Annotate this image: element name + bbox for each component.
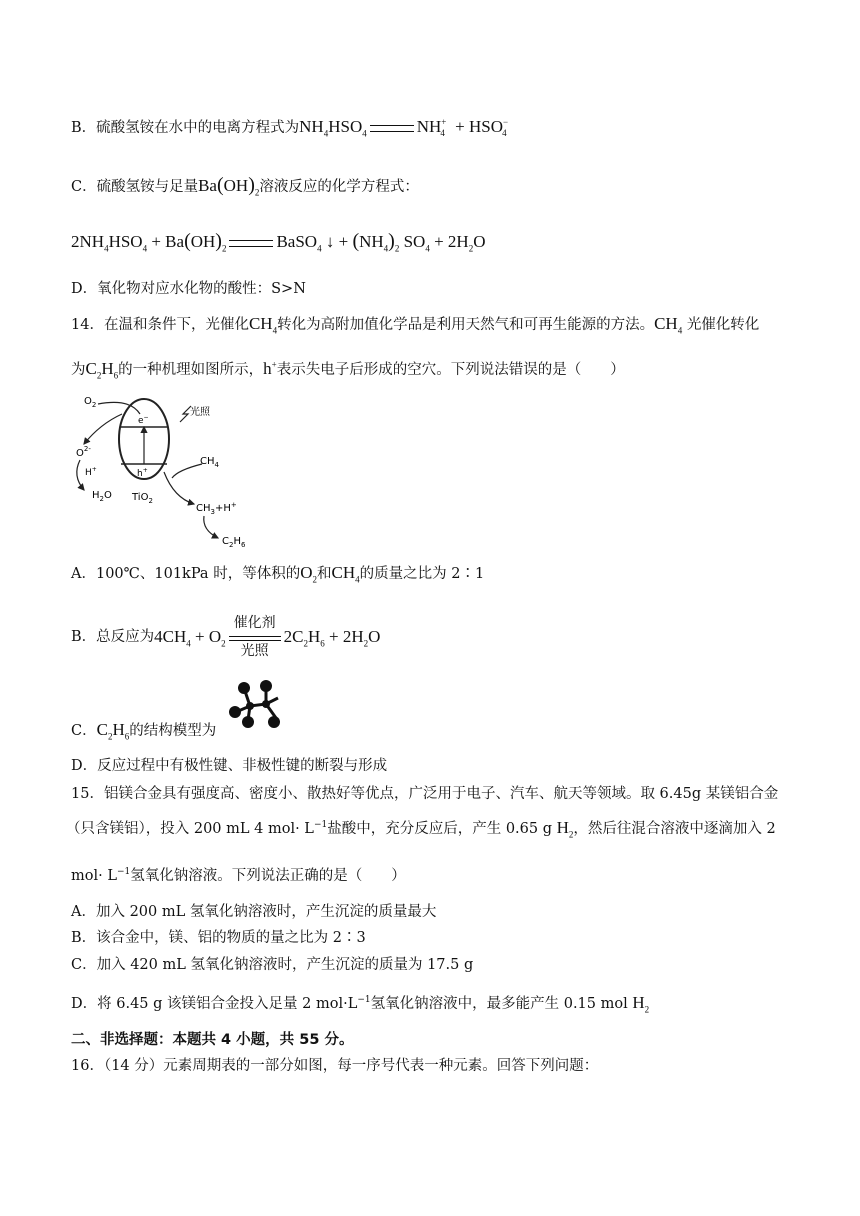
section-heading: 二、非选择题：本题共 4 小题，共 55 分。 [71, 1032, 354, 1048]
ethane-label: $C_2H_6$ [222, 536, 246, 549]
q14-option-c: C．$C_2H_6$的结构模型为 [71, 720, 217, 742]
q14-stem-line2: 为$C_2H_6$的一种机理如图所示，h+表示失电子后形成的空穴。下列说法错误的是（ ） [71, 359, 625, 381]
q16-stem: 16．（14 分）元素周期表的一部分如图，每一序号代表一种元素。回答下列问题： [71, 1058, 599, 1074]
catalyst-arrow: 催化剂 光照 [229, 617, 281, 657]
methane-label: $CH_4$ [200, 456, 219, 469]
q15-stem-line2: （只含镁铝），投入 200 mL 4 $mol\cdot L^{-1}$盐酸中，充分反应后，产生 0.65 g $H_2$，然后往混合溶液中逐滴加入 2 [66, 818, 776, 840]
tio2-label: TiO$_2$ [132, 492, 153, 505]
q14-stem-line1: 14．在温和条件下，光催化$CH_4$转化为高附加值化学品是利用天然气和可再生能源的方法。$CH_4$ 光催化转化 [71, 314, 760, 336]
ethane-ball-stick-model [226, 678, 282, 730]
q15-option-a: A．加入 200 mL 氢氧化钠溶液时，产生沉淀的质量最大 [71, 904, 437, 920]
q15-option-b: B．该合金中，镁、铝的物质的量之比为 2∶3 [71, 930, 366, 946]
q14-option-a: A．100℃、101kPa 时，等体积的$O_2$和$CH_4$的质量之比为 2∶1 [71, 563, 485, 585]
q13-option-d: D．氧化物对应水化物的酸性：S>N [71, 281, 306, 297]
q13-option-b: B．硫酸氢铵在水中的电离方程式为$NH_4HSO_4$ $NH_{+4} + HSO_{-4}$ [71, 117, 513, 138]
light-label: 光照 [190, 407, 210, 418]
q15-option-d: D．将 6.45 g 该镁铝合金投入足量 2 $mol\cdot L^{-1}$氢氧化钠溶液中，最多能产生 0.15 mol $H_2$ [71, 993, 650, 1015]
methyl-label: $CH_3+H^+$ [196, 501, 237, 516]
hole-label: h+ [137, 467, 148, 479]
proton-label: H+ [85, 466, 97, 478]
superoxide-label: $O^{2-}$ [76, 445, 91, 459]
q14-mechanism-diagram [70, 392, 280, 550]
q14-option-b: B．总反应为$4CH_4 + O_2$ 催化剂 光照 $2C_2H_6 + 2H_2O$ [71, 615, 381, 659]
q14-option-d: D．反应过程中有极性键、非极性键的断裂与形成 [71, 758, 388, 774]
o2-label: $O_2$ [84, 396, 97, 409]
q13-option-c: C．硫酸氢铵与足量$Ba(OH)_2$溶液反应的化学方程式： [71, 174, 419, 198]
q15-stem-line1: 15．铝镁合金具有强度高、密度小、散热好等优点，广泛用于电子、汽车、航天等领域。取 6.45g 某镁铝合金 [71, 786, 779, 802]
water-label: $H_2O$ [92, 490, 112, 503]
q15-stem-line3: $mol\cdot L^{-1}$氢氧化钠溶液。下列说法正确的是（ ） [71, 867, 406, 884]
q13-b-equation: $NH_4HSO_4$ $NH_{+4} + HSO_{-4}$ [299, 117, 509, 139]
electron-label: e− [138, 414, 149, 426]
q13-c-equation: $2NH_4HSO_4 + Ba(OH)_2$ BaSO$_4$ ↓ + $(NH_4)_2$ $SO_4 + 2H_2O$ [71, 230, 486, 254]
q15-option-c: C．加入 420 mL 氢氧化钠溶液时，产生沉淀的质量为 17.5 g [71, 957, 474, 973]
